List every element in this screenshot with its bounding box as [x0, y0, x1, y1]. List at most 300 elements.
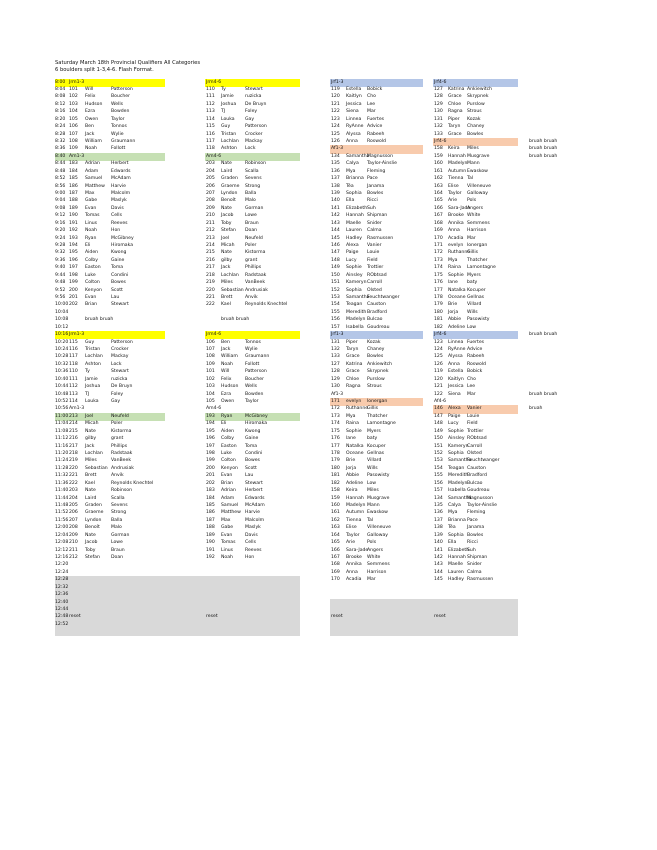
schedule-cell: Samuel: [85, 176, 103, 182]
schedule-cell: [206, 561, 221, 569]
time-cell: 8:20: [55, 116, 66, 122]
schedule-cell: Katrina: [346, 361, 363, 367]
schedule-cell: Field: [467, 421, 478, 427]
schedule-cell: Noah: [221, 555, 233, 561]
schedule-cell: Gellnas: [367, 451, 385, 456]
schedule-cell: [529, 346, 589, 354]
schedule-cell: 216: [206, 257, 215, 263]
schedule-cell: Am4-6: [206, 406, 222, 412]
schedule-cell: 136: [434, 510, 443, 516]
schedule-cell: [111, 405, 166, 413]
time-cell: 9:00: [55, 190, 66, 196]
schedule-cell: 131: [331, 339, 340, 345]
schedule-cell: Rabeeh: [367, 131, 385, 137]
schedule-cell: Ezra: [221, 391, 232, 397]
schedule-cell: 167: [331, 555, 340, 561]
schedule-cell: [221, 599, 245, 607]
schedule-cell: 181: [331, 473, 340, 479]
schedule-cell: Jack: [221, 265, 231, 271]
schedule-cell: Hannah: [448, 153, 466, 159]
schedule-cell: [69, 599, 85, 607]
schedule-cell: Samantha: [448, 495, 472, 501]
schedule-cell: Gorman: [111, 532, 130, 538]
schedule-cell: Herbert: [111, 161, 129, 167]
schedule-cell: Elise: [346, 525, 357, 531]
schedule-cell: 164: [434, 190, 443, 196]
schedule-cell: 153: [331, 294, 340, 300]
schedule-cell: 173: [434, 257, 443, 263]
schedule-cell: Tristan: [221, 131, 237, 137]
schedule-cell: 110: [69, 369, 78, 375]
schedule-cell: Abbie: [346, 473, 360, 479]
schedule-cell: [529, 591, 589, 599]
schedule-cell: Brianna: [448, 517, 466, 523]
schedule-cell: [529, 108, 589, 116]
schedule-cell: [529, 398, 589, 406]
schedule-cell: Will: [221, 369, 230, 375]
schedule-cell: Wells: [245, 384, 258, 390]
schedule-cell: 138: [331, 183, 340, 189]
schedule-cell: Angers: [367, 547, 384, 553]
schedule-cell: [529, 353, 589, 361]
schedule-cell: 217: [69, 443, 78, 449]
schedule-cell: [85, 309, 111, 317]
schedule-cell: Bobick: [367, 86, 383, 92]
schedule-cell: 170: [331, 577, 340, 583]
schedule-cell: Guy: [85, 339, 95, 345]
schedule-cell: [529, 599, 589, 607]
schedule-cell: [221, 561, 245, 569]
schedule-cell: Bowles: [367, 354, 384, 360]
schedule-cell: 208: [69, 525, 78, 531]
schedule-cell: Ragna: [346, 384, 361, 390]
schedule-cell: Andrusiak: [245, 287, 268, 293]
schedule-cell: 199: [69, 280, 78, 286]
schedule-cell: 172: [434, 250, 443, 256]
schedule-cell: [367, 584, 424, 592]
schedule-cell: Nate: [85, 532, 96, 538]
schedule-cell: 141: [331, 205, 340, 211]
schedule-cell: Matthew: [221, 510, 241, 516]
schedule-cell: TJ: [221, 109, 226, 115]
schedule-cell: Radstaak: [111, 451, 133, 456]
time-cell: 9:28: [55, 242, 66, 248]
schedule-cell: Semmens: [467, 220, 490, 226]
schedule-cell: Lucy: [346, 257, 357, 263]
schedule-cell: 146: [434, 406, 443, 412]
time-cell: 10:48: [55, 391, 69, 397]
schedule-cell: lonergan: [467, 242, 488, 248]
schedule-cell: Scalla: [245, 168, 259, 174]
schedule-cell: 126: [331, 138, 340, 144]
time-cell: 8:12: [55, 101, 66, 107]
schedule-cell: [69, 584, 85, 592]
schedule-cell: Angers: [467, 205, 484, 211]
schedule-cell: [221, 405, 245, 413]
schedule-cell: 125: [331, 131, 340, 137]
schedule-cell: Oceane: [346, 451, 364, 456]
time-cell: 8:36: [55, 146, 66, 152]
schedule-cell: Myers: [367, 428, 381, 434]
schedule-cell: Roswold: [367, 138, 386, 144]
schedule-cell: Bowden: [245, 391, 264, 397]
schedule-cell: Bowes: [245, 458, 260, 464]
schedule-cell: [529, 495, 589, 503]
schedule-cell: ruzicka: [111, 376, 128, 382]
schedule-cell: Purslow: [367, 376, 385, 382]
schedule-cell: Calma: [367, 228, 382, 234]
schedule-cell: 192: [69, 228, 78, 234]
schedule-cell: 160: [331, 503, 340, 508]
time-cell: 11:40: [55, 488, 69, 494]
schedule-cell: Graeme: [85, 510, 104, 516]
schedule-cell: [529, 420, 589, 428]
time-cell: 11:08: [55, 428, 69, 434]
schedule-cell: ruzicka: [245, 94, 262, 100]
schedule-cell: Miles: [467, 146, 479, 152]
schedule-cell: 144: [434, 569, 443, 575]
schedule-cell: Jessica: [448, 384, 464, 390]
schedule-cell: 132: [434, 124, 443, 130]
schedule-cell: [367, 599, 424, 607]
time-cell: 9:56: [55, 294, 66, 300]
schedule-cell: Villard: [467, 302, 482, 308]
schedule-cell: Colby: [221, 436, 234, 442]
time-cell: 10:12: [55, 324, 69, 330]
schedule-cell: 203: [206, 161, 215, 167]
schedule-cell: Wills: [467, 309, 478, 315]
schedule-cell: bruah bruah: [529, 153, 558, 159]
schedule-cell: [206, 576, 221, 584]
schedule-cell: Patterson: [245, 124, 267, 130]
schedule-cell: Colton: [85, 280, 100, 286]
schedule-cell: Calya: [448, 503, 461, 508]
schedule-cell: Toma: [111, 265, 124, 271]
schedule-cell: Balla: [245, 190, 257, 196]
schedule-cell: 124: [331, 124, 340, 130]
schedule-cell: [245, 331, 301, 339]
schedule-cell: Bowden: [111, 109, 130, 115]
schedule-cell: 120: [434, 376, 443, 382]
schedule-cell: [245, 606, 301, 614]
schedule-cell: Taylor: [346, 532, 360, 538]
schedule-cell: [529, 279, 589, 287]
schedule-cell: Calya: [346, 161, 359, 167]
schedule-cell: Hadley: [448, 577, 465, 583]
schedule-cell: 161: [331, 510, 340, 516]
schedule-cell: [85, 599, 111, 607]
schedule-cell: 206: [206, 183, 215, 189]
schedule-cell: 131: [434, 116, 443, 122]
schedule-cell: [221, 331, 245, 339]
schedule-cell: Sophia: [346, 190, 362, 196]
schedule-cell: 219: [69, 458, 78, 464]
schedule-cell: Joshua: [221, 101, 237, 107]
schedule-cell: Brie: [448, 302, 458, 308]
schedule-cell: Taylor: [111, 116, 125, 122]
schedule-cell: Ainsley: [448, 436, 465, 442]
schedule-cell: Meredith: [448, 473, 469, 479]
schedule-cell: Ryan: [85, 235, 97, 241]
schedule-cell: Toby: [85, 547, 96, 553]
schedule-cell: 142: [434, 555, 443, 561]
schedule-cell: 147: [434, 413, 443, 419]
schedule-cell: Ella: [346, 198, 355, 204]
schedule-cell: 144: [331, 228, 340, 234]
schedule-cell: Olsted: [367, 287, 382, 293]
schedule-cell: 163: [434, 183, 443, 189]
time-cell: 9:24: [55, 235, 66, 241]
schedule-cell: Tienna: [448, 176, 464, 182]
schedule-cell: Sophie: [448, 272, 464, 278]
schedule-cell: 188: [206, 525, 215, 531]
schedule-cell: 116: [206, 131, 215, 137]
schedule-cell: [221, 153, 245, 161]
schedule-cell: Lamontagne: [467, 265, 496, 271]
schedule-cell: Robinson: [111, 488, 133, 494]
schedule-cell: [529, 227, 589, 235]
schedule-cell: Radstaak: [245, 272, 267, 278]
schedule-cell: [346, 79, 367, 87]
schedule-cell: McGibney: [245, 413, 268, 419]
schedule-cell: Kameryn: [346, 280, 367, 286]
time-cell: 8:32: [55, 138, 66, 144]
schedule-cell: [346, 606, 367, 614]
schedule-cell: Isabella: [346, 324, 364, 330]
schedule-cell: Taylor: [448, 190, 462, 196]
schedule-cell: Edwards: [245, 495, 265, 501]
schedule-cell: [529, 249, 589, 257]
schedule-cell: 208: [206, 198, 215, 204]
schedule-cell: 110: [206, 86, 215, 92]
schedule-cell: Evan: [85, 294, 97, 300]
schedule-cell: Malcolm: [111, 190, 131, 196]
schedule-cell: Calma: [467, 569, 482, 575]
schedule-cell: VanBeek: [111, 458, 131, 464]
schedule-cell: [85, 591, 111, 599]
time-cell: 11:44: [55, 495, 69, 501]
schedule-cell: 166: [434, 205, 443, 211]
schedule-cell: Carroll: [367, 280, 382, 286]
schedule-cell: [69, 621, 85, 629]
schedule-cell: 135: [434, 503, 443, 508]
schedule-cell: [111, 584, 166, 592]
schedule-cell: Bowles: [367, 190, 384, 196]
schedule-cell: [346, 331, 367, 339]
time-cell: 9:52: [55, 287, 66, 293]
schedule-cell: Téa: [346, 183, 354, 189]
schedule-cell: 209: [206, 205, 215, 211]
schedule-cell: Nate: [221, 250, 232, 256]
schedule-cell: Neufeld: [111, 413, 129, 419]
schedule-cell: 138: [434, 525, 443, 531]
schedule-cell: Kenyon: [85, 287, 102, 293]
schedule-cell: 213: [69, 413, 78, 419]
schedule-cell: Stewart: [245, 86, 263, 92]
schedule-cell: Madelyn: [448, 480, 468, 486]
schedule-cell: Teagan: [346, 302, 363, 308]
schedule-cell: Sara-Jade: [346, 547, 369, 553]
schedule-cell: [85, 561, 111, 569]
schedule-cell: 151: [331, 280, 340, 286]
schedule-cell: 157: [331, 324, 340, 330]
schedule-cell: [434, 591, 448, 599]
schedule-cell: Suh: [467, 547, 476, 553]
schedule-cell: Chloe: [346, 376, 360, 382]
schedule-cell: [206, 621, 221, 629]
schedule-cell: Aiden: [221, 428, 235, 434]
schedule-cell: Kael: [221, 302, 231, 308]
schedule-cell: 202: [69, 302, 78, 308]
schedule-cell: Hudson: [85, 101, 103, 107]
schedule-cell: Jrf1-3: [331, 79, 344, 85]
schedule-cell: 101: [69, 86, 78, 92]
schedule-cell: [434, 621, 448, 629]
schedule-cell: Janama: [467, 525, 485, 531]
schedule-cell: [85, 324, 111, 332]
time-cell: 8:00: [55, 79, 66, 85]
schedule-cell: 166: [331, 547, 340, 553]
schedule-cell: 117: [69, 354, 78, 360]
schedule-cell: [529, 272, 589, 280]
schedule-cell: Jamie: [85, 376, 98, 382]
schedule-cell: [206, 309, 221, 317]
schedule-cell: [448, 138, 467, 146]
schedule-cell: Anna: [346, 138, 358, 144]
schedule-cell: Ewaskow: [367, 510, 388, 516]
time-cell: 12:48: [55, 614, 69, 620]
schedule-cell: 168: [331, 562, 340, 568]
time-cell: 10:56: [55, 406, 69, 412]
schedule-cell: Samantha: [346, 294, 370, 300]
time-cell: 9:40: [55, 265, 66, 271]
schedule-cell: Patterson: [111, 339, 133, 345]
time-cell: 9:16: [55, 220, 66, 226]
schedule-cell: Strous: [367, 384, 382, 390]
schedule-cell: Suh: [367, 205, 376, 211]
time-cell: 12:12: [55, 547, 69, 553]
schedule-cell: Stewart: [245, 480, 263, 486]
time-cell: 11:32: [55, 473, 69, 479]
schedule-cell: Luke: [85, 272, 96, 278]
schedule-cell: [69, 309, 85, 317]
schedule-cell: [85, 79, 111, 87]
schedule-cell: Colby: [85, 257, 98, 263]
schedule-cell: Isabella: [448, 488, 466, 494]
schedule-cell: Lyndon: [221, 190, 238, 196]
schedule-cell: Boucher: [245, 376, 265, 382]
schedule-cell: 196: [69, 257, 78, 263]
schedule-cell: Ricci: [467, 540, 478, 546]
schedule-cell: Sophie: [448, 428, 464, 434]
schedule-cell: Gabe: [221, 525, 234, 531]
schedule-cell: Cells: [111, 213, 122, 219]
time-cell: 9:08: [55, 205, 66, 211]
schedule-cell: Taylor-Ainslie: [367, 161, 397, 167]
schedule-cell: [467, 398, 519, 406]
schedule-cell: Stefan: [85, 555, 100, 561]
schedule-cell: Taryn: [346, 346, 359, 352]
schedule-cell: [529, 465, 589, 473]
schedule-cell: 108: [206, 354, 215, 360]
schedule-cell: Easton: [221, 443, 237, 449]
schedule-cell: 128: [331, 369, 340, 375]
schedule-cell: Scott: [245, 465, 257, 471]
schedule-cell: Ashton: [85, 361, 101, 367]
schedule-cell: Hadley: [346, 235, 363, 241]
schedule-cell: [69, 324, 85, 332]
schedule-cell: 216: [69, 436, 78, 442]
schedule-cell: lane: [346, 436, 356, 442]
schedule-cell: grant: [245, 257, 258, 263]
schedule-cell: [111, 331, 166, 339]
schedule-cell: [111, 153, 166, 161]
schedule-cell: 182: [434, 324, 443, 330]
schedule-cell: 127: [434, 86, 443, 92]
schedule-cell: Balla: [111, 517, 123, 523]
schedule-cell: Arie: [448, 198, 458, 204]
schedule-cell: Jamie: [221, 94, 234, 100]
schedule-cell: RObtsad: [467, 436, 487, 442]
schedule-cell: Annika: [346, 562, 362, 568]
schedule-cell: 119: [434, 369, 443, 375]
schedule-cell: Jessica: [346, 101, 362, 107]
schedule-cell: 104: [206, 391, 215, 397]
schedule-cell: 122: [434, 391, 443, 397]
schedule-cell: Colton: [221, 458, 236, 464]
time-cell: 12:32: [55, 584, 69, 590]
schedule-cell: Miles: [85, 458, 97, 464]
schedule-cell: Elise: [448, 183, 459, 189]
schedule-cell: Micah: [221, 242, 235, 248]
schedule-cell: 152: [331, 287, 340, 293]
schedule-cell: [529, 79, 589, 87]
schedule-cell: [529, 576, 589, 584]
schedule-cell: [529, 205, 589, 213]
schedule-cell: 156: [331, 317, 340, 323]
schedule-cell: [529, 443, 589, 451]
schedule-cell: [529, 131, 589, 139]
schedule-cell: Ainsley: [346, 272, 363, 278]
schedule-cell: [529, 257, 589, 265]
schedule-cell: 175: [331, 428, 340, 434]
schedule-cell: 187: [206, 517, 215, 523]
schedule-cell: 108: [69, 138, 78, 144]
schedule-cell: Musgrave: [467, 153, 490, 159]
schedule-cell: bruah bruah: [529, 332, 558, 338]
time-cell: 10:32: [55, 361, 69, 367]
schedule-cell: Pasowisty: [467, 317, 490, 323]
schedule-cell: Pols: [367, 540, 377, 546]
schedule-cell: 212: [206, 228, 215, 234]
schedule-cell: Malo: [245, 198, 256, 204]
schedule-cell: 103: [206, 384, 215, 390]
schedule-cell: Neufeld: [245, 235, 263, 241]
schedule-cell: Jacob: [85, 540, 98, 546]
schedule-cell: 109: [69, 146, 78, 152]
schedule-cell: Rabeeh: [467, 354, 485, 360]
schedule-cell: Goudreau: [467, 488, 490, 494]
schedule-cell: Alyssa: [448, 354, 463, 360]
schedule-cell: Hon: [245, 555, 255, 561]
schedule-cell: Madelyn: [346, 503, 366, 508]
schedule-cell: Mya: [448, 510, 458, 516]
schedule-cell: 212: [69, 555, 78, 561]
schedule-cell: Max: [221, 517, 231, 523]
schedule-cell: [85, 621, 111, 629]
schedule-cell: 109: [206, 361, 215, 367]
schedule-cell: Siena: [448, 391, 461, 397]
